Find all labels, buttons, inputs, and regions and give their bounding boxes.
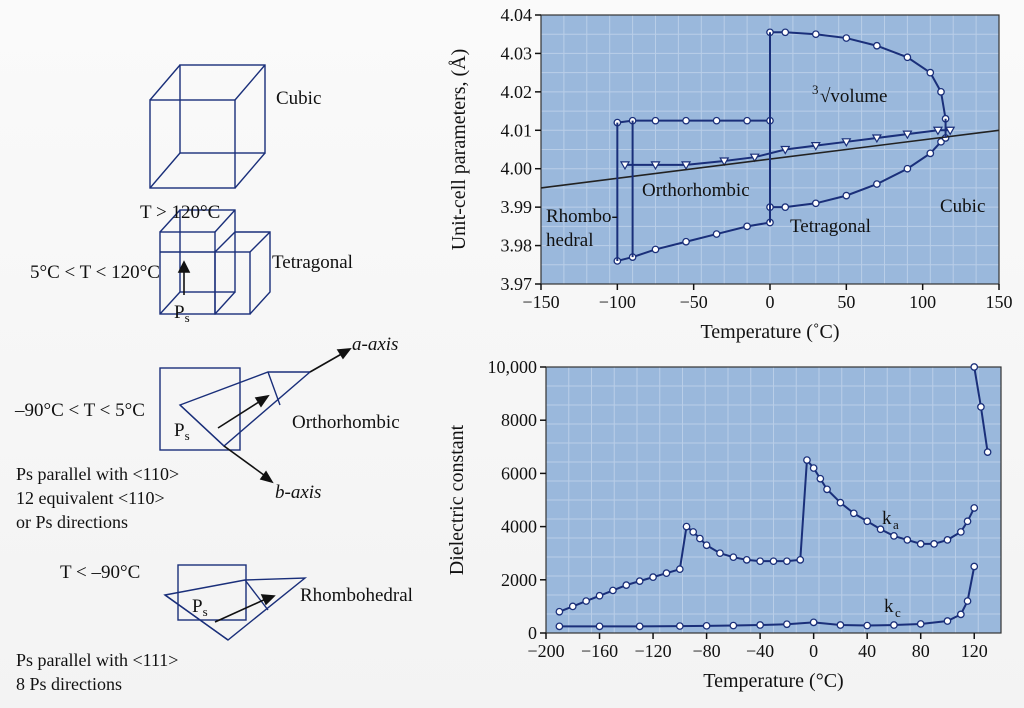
- x-tick-label: −160: [580, 641, 619, 661]
- y-tick-label: 4000: [501, 516, 537, 537]
- data-point: [851, 510, 857, 516]
- orthorhombic-note-3: or Ps directions: [16, 512, 128, 532]
- data-point: [556, 623, 562, 629]
- annotation-orthorhombic: Orthorhombic: [642, 180, 750, 201]
- annotation-kc: k: [884, 596, 894, 617]
- data-point: [958, 529, 964, 535]
- x-tick-label: −150: [522, 292, 560, 312]
- data-point: [690, 529, 696, 535]
- orthorhombic-condition: –90°C < T < 5°C: [15, 400, 145, 421]
- orthorhombic-note-1: Ps parallel with <110>: [16, 464, 180, 484]
- y-tick-label: 10,000: [487, 357, 537, 377]
- annotation-hedral: hedral: [546, 230, 594, 251]
- tetragonal-label: Tetragonal: [272, 252, 353, 273]
- cubic-condition: T > 120°C: [140, 202, 221, 223]
- rhombohedral-ps-label: $P_s$: [192, 596, 208, 619]
- data-point: [971, 364, 977, 370]
- y-axis-label: Dielectric constant: [446, 424, 468, 576]
- data-point: [770, 558, 776, 564]
- rhombohedral-label: Rhombohedral: [300, 585, 413, 606]
- annotation-cube-root-index: 3: [812, 82, 819, 97]
- rhombohedral-note-1: Ps parallel with <111>: [16, 650, 179, 670]
- data-point: [944, 537, 950, 543]
- data-point: [824, 486, 830, 492]
- x-tick-label: 50: [837, 292, 856, 312]
- y-tick-label: 2000: [501, 569, 537, 590]
- data-point: [971, 505, 977, 511]
- data-point: [891, 533, 897, 539]
- annotation-volume: √volume: [820, 86, 888, 107]
- data-point: [837, 622, 843, 628]
- data-point: [864, 518, 870, 524]
- orthorhombic-label: Orthorhombic: [292, 412, 400, 433]
- y-axis-label: Unit-cell parameters, (Å): [448, 48, 470, 251]
- y-tick-label: 8000: [501, 410, 537, 431]
- x-tick-label: 0: [765, 292, 775, 312]
- data-point: [984, 449, 990, 455]
- data-point: [837, 499, 843, 505]
- data-point: [636, 578, 642, 584]
- y-tick-label: 3.97: [500, 274, 532, 294]
- data-point: [817, 476, 823, 482]
- data-point: [918, 541, 924, 547]
- data-point: [804, 457, 810, 463]
- b-axis-label: b-axis: [275, 482, 322, 503]
- x-tick-label: −50: [679, 292, 708, 312]
- annotation-kc-sub: c: [895, 605, 901, 620]
- data-point: [931, 541, 937, 547]
- annotation-rhombo: Rhombo-: [546, 206, 618, 227]
- y-tick-label: 4.02: [500, 81, 532, 102]
- annotation-tetragonal: Tetragonal: [790, 216, 871, 237]
- data-point: [683, 523, 689, 529]
- rhombohedral-note-2: 8 Ps directions: [16, 674, 122, 694]
- annotation-cubic: Cubic: [940, 196, 986, 217]
- x-tick-label: 120: [960, 641, 988, 661]
- x-tick-label: −200: [527, 641, 565, 661]
- rhombohedral-condition: T < –90°C: [60, 562, 141, 583]
- y-tick-label: 4.00: [500, 158, 532, 179]
- data-point: [730, 554, 736, 560]
- y-tick-label: 6000: [501, 463, 537, 484]
- data-point: [757, 622, 763, 628]
- y-tick-label: 0: [528, 623, 537, 643]
- data-point: [703, 623, 709, 629]
- data-point: [964, 598, 970, 604]
- data-point: [596, 623, 602, 629]
- data-point: [596, 593, 602, 599]
- data-point: [744, 557, 750, 563]
- orthorhombic-note-2: 12 equivalent <110>: [16, 488, 165, 508]
- data-point: [971, 563, 977, 569]
- data-point: [556, 609, 562, 615]
- x-tick-label: −40: [746, 641, 775, 661]
- data-point: [784, 621, 790, 627]
- data-point: [904, 537, 910, 543]
- y-tick-label: 4.01: [500, 120, 532, 141]
- tetragonal-condition: 5°C < T < 120°C: [30, 262, 160, 283]
- x-axis-label: Temperature (˚C): [700, 321, 840, 343]
- data-point: [757, 558, 763, 564]
- data-point: [797, 557, 803, 563]
- data-point: [891, 622, 897, 628]
- data-point: [570, 603, 576, 609]
- data-point: [623, 582, 629, 588]
- data-point: [784, 558, 790, 564]
- data-point: [810, 619, 816, 625]
- x-tick-label: −80: [692, 641, 721, 661]
- data-point: [663, 570, 669, 576]
- tetragonal-ps-label: $P_s$: [174, 302, 190, 325]
- data-point: [730, 622, 736, 628]
- data-point: [717, 550, 723, 556]
- data-point: [677, 623, 683, 629]
- annotation-ka: k: [882, 508, 892, 529]
- data-point: [810, 465, 816, 471]
- data-point: [964, 518, 970, 524]
- data-point: [918, 621, 924, 627]
- data-point: [610, 587, 616, 593]
- x-tick-label: 0: [809, 641, 819, 661]
- y-tick-label: 4.04: [500, 5, 532, 25]
- data-point: [944, 618, 950, 624]
- x-tick-label: 80: [911, 641, 930, 661]
- orthorhombic-ps-label: $P_s$: [174, 420, 190, 443]
- data-point: [697, 535, 703, 541]
- data-point: [864, 622, 870, 628]
- data-point: [650, 574, 656, 580]
- data-point: [583, 598, 589, 604]
- y-tick-label: 4.03: [500, 43, 532, 64]
- annotation-ka-sub: a: [893, 517, 899, 532]
- x-tick-label: −120: [634, 641, 672, 661]
- x-tick-label: 100: [909, 292, 937, 312]
- data-point: [677, 566, 683, 572]
- x-tick-label: −100: [598, 292, 636, 312]
- x-axis-label: Temperature (°C): [703, 670, 844, 692]
- cubic-label: Cubic: [276, 88, 322, 109]
- data-point: [636, 623, 642, 629]
- y-tick-label: 3.99: [500, 197, 532, 218]
- data-point: [978, 404, 984, 410]
- x-tick-label: 40: [858, 641, 877, 661]
- x-tick-label: 150: [985, 292, 1013, 312]
- data-point: [958, 611, 964, 617]
- y-tick-label: 3.98: [500, 235, 532, 256]
- data-point: [703, 542, 709, 548]
- a-axis-label: a-axis: [352, 334, 399, 355]
